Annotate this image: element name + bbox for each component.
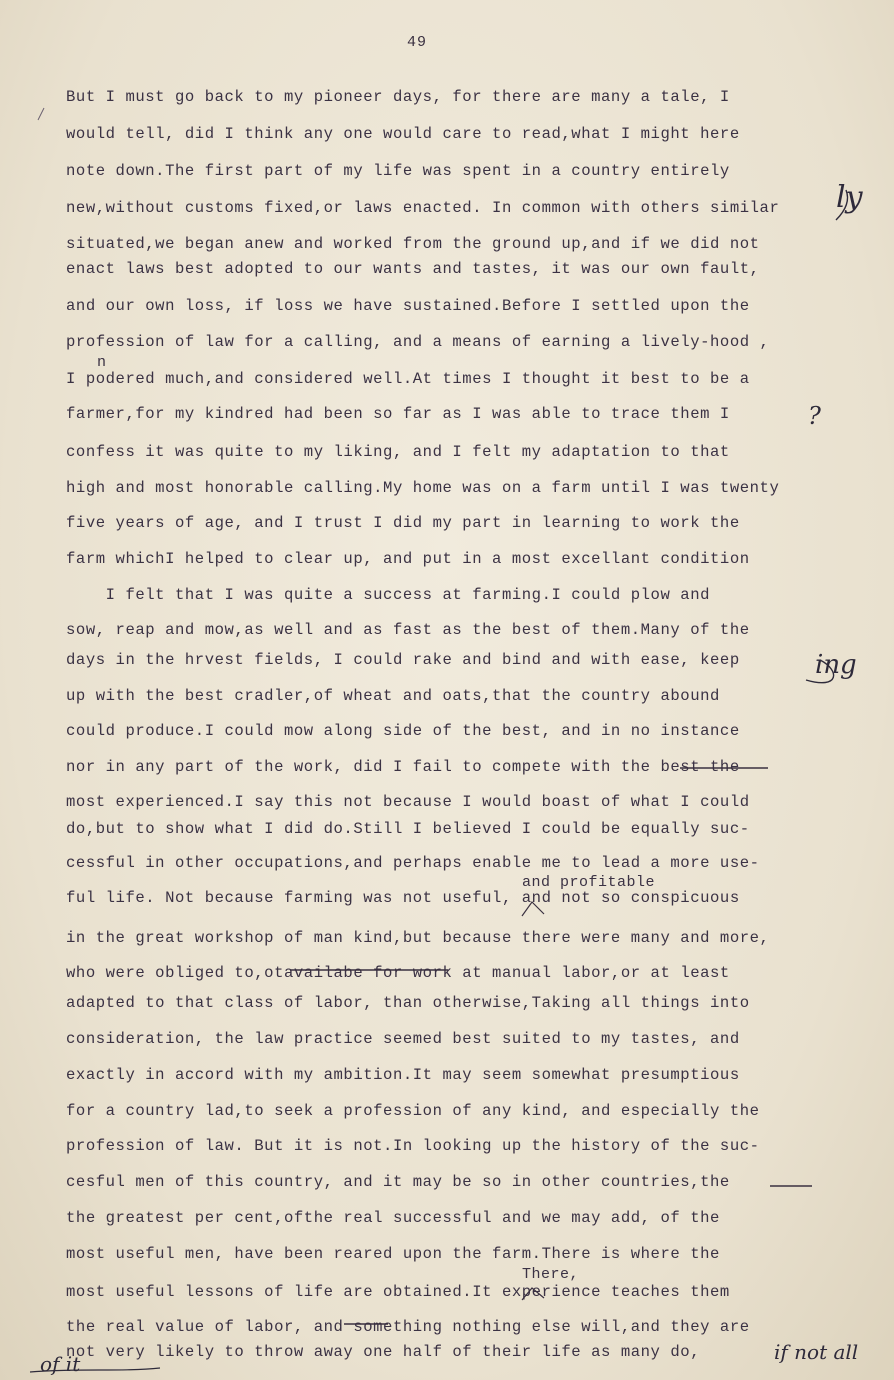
text-line-7: and our own loss, if loss we have sustained.Before I settled upon the xyxy=(66,297,750,315)
text-line-4: new,without customs fixed,or laws enacted. In common with others similar xyxy=(66,199,780,217)
text-line-35: most useful lessons of life are obtained.It experience teaches them xyxy=(66,1283,730,1301)
page-number: 49 xyxy=(406,34,427,51)
text-line-5: situated,we began anew and worked from the ground up,and if we did not xyxy=(66,235,760,253)
pen-flourish-ly xyxy=(836,190,848,220)
text-line-25: in the great workshop of man kind,but because there were many and more, xyxy=(66,929,770,947)
pen-flourish-ing xyxy=(806,660,834,683)
text-line-30: for a country lad,to seek a profession of any kind, and especially the xyxy=(66,1102,760,1120)
text-line-32: cesful men of this country, and it may be so in other countries,the xyxy=(66,1173,730,1191)
text-line-6: enact laws best adopted to our wants and tastes, it was our own fault, xyxy=(66,260,760,278)
pen-underline-bottom xyxy=(30,1368,160,1372)
text-line-1: But I must go back to my pioneer days, for there are many a tale, I xyxy=(66,88,730,106)
text-line-23: cessful in other occupations,and perhaps enable me to lead a more use- xyxy=(66,854,760,872)
handwritten-ly: ly xyxy=(836,180,863,215)
caret-and-profitable xyxy=(522,902,544,916)
caret-there xyxy=(522,1288,544,1300)
text-line-20: nor in any part of the work, did I fail to compete with the best the xyxy=(66,758,740,776)
text-line-14: farm whichI helped to clear up, and put in a most excellant condition xyxy=(66,550,750,568)
text-line-37: not very likely to throw away one half of their life as many do, xyxy=(66,1343,701,1361)
text-line-9: I podered much,and considered well.At times I thought it best to be a xyxy=(66,370,750,388)
text-line-28: consideration, the law practice seemed best suited to my tastes, and xyxy=(66,1030,740,1048)
text-line-2: would tell, did I think any one would care to read,what I might here xyxy=(66,125,740,143)
handwritten-of-it: of it xyxy=(40,1352,81,1376)
text-line-17: days in the hrvest fields, I could rake and bind and with ease, keep xyxy=(66,651,740,669)
insertion-there: There, xyxy=(522,1266,580,1283)
text-line-34: most useful men, have been reared upon the farm.There is where the xyxy=(66,1245,720,1263)
handwritten-ing: ing xyxy=(815,650,857,680)
text-line-27: adapted to that class of labor, than otherwise,Taking all things into xyxy=(66,994,750,1012)
text-line-21: most experienced.I say this not because I would boast of what I could xyxy=(66,793,750,811)
text-line-8: profession of law for a calling, and a means of earning a lively-hood , xyxy=(66,333,770,351)
text-line-33: the greatest per cent,ofthe real successful and we may add, of the xyxy=(66,1209,720,1227)
insertion-n: n xyxy=(97,354,107,371)
text-line-24: ful life. Not because farming was not useful, and not so conspicuous xyxy=(66,889,740,907)
handwritten-question: ? xyxy=(808,402,821,430)
stray-mark xyxy=(38,108,44,120)
text-line-11: confess it was quite to my liking, and I felt my adaptation to that xyxy=(66,443,730,461)
text-line-18: up with the best cradler,of wheat and oats,that the country abound xyxy=(66,687,720,705)
text-line-36: the real value of labor, and something nothing else will,and they are xyxy=(66,1318,750,1336)
text-line-31: profession of law. But it is not.In looking up the history of the suc- xyxy=(66,1137,760,1155)
insertion-and-profitable: and profitable xyxy=(522,874,656,891)
text-line-22: do,but to show what I did do.Still I believed I could be equally suc- xyxy=(66,820,750,838)
text-line-29: exactly in accord with my ambition.It may seem somewhat presumptious xyxy=(66,1066,740,1084)
text-line-15: I felt that I was quite a success at farming.I could plow and xyxy=(66,586,711,604)
text-line-19: could produce.I could mow along side of the best, and in no instance xyxy=(66,722,740,740)
text-line-13: five years of age, and I trust I did my part in learning to work the xyxy=(66,514,740,532)
text-line-12: high and most honorable calling.My home was on a farm until I was twenty xyxy=(66,479,780,497)
text-line-3: note down.The first part of my life was spent in a country entirely xyxy=(66,162,730,180)
handwritten-if-not-all: if not all xyxy=(774,1340,859,1364)
text-line-26: who were obliged to,otavailabe for work at manual labor,or at least xyxy=(66,964,730,982)
text-line-16: sow, reap and mow,as well and as fast as the best of them.Many of the xyxy=(66,621,750,639)
text-line-10: farmer,for my kindred had been so far as I was able to trace them I xyxy=(66,405,730,423)
